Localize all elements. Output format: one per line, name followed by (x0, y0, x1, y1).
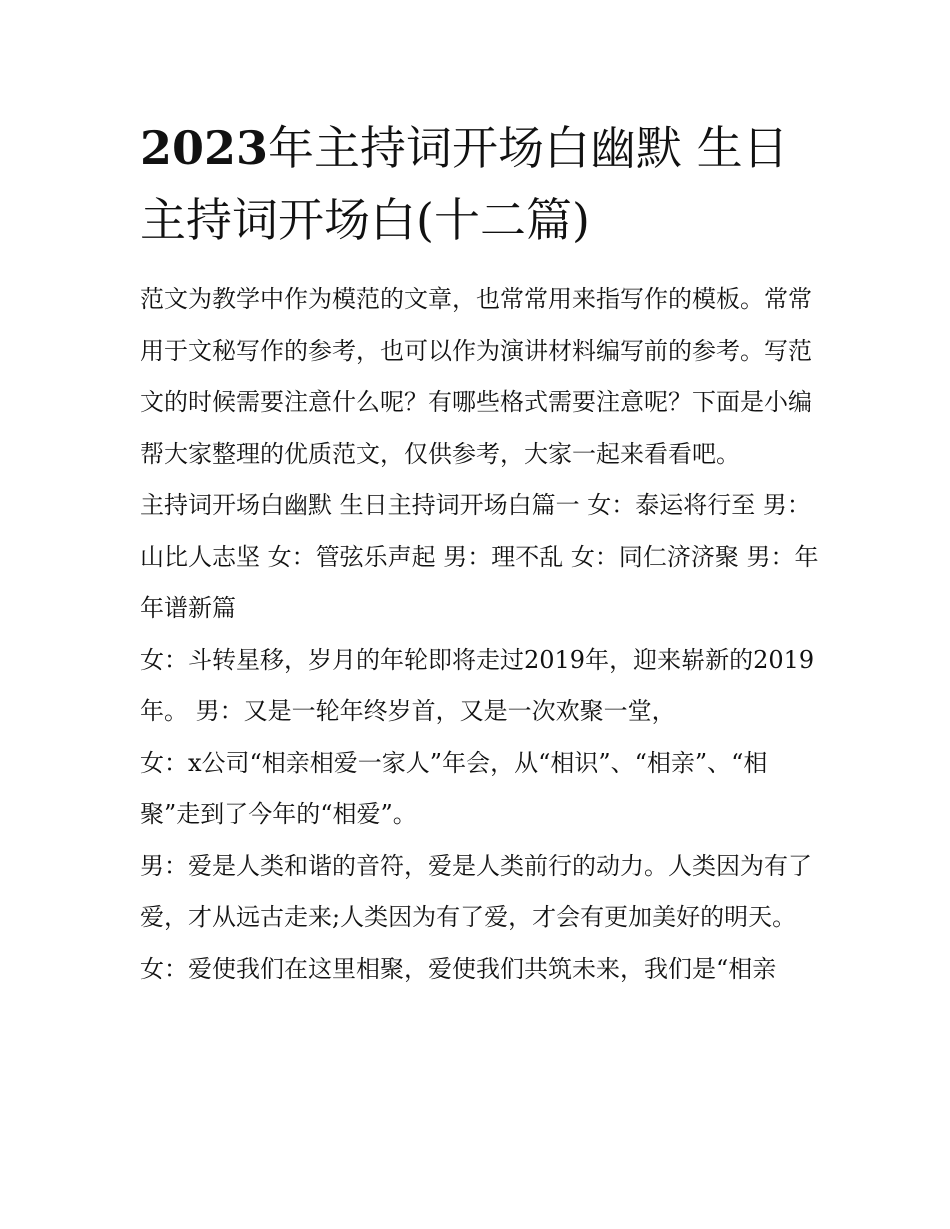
paragraph-dialogue-4: 男：爱是人类和谐的音符，爱是人类前行的动力。人类因为有了爱，才从远古走来;人类因为有了爱，才会有更加美好的明天。 (140, 851, 812, 931)
paragraph-dialogue-2: 女：斗转星移，岁月的年轮即将走过2019年，迎来崭新的2019年。 男：又是一轮年终岁首，又是一次欢聚一堂， (140, 645, 815, 725)
paragraph-opening-dialogue: 主持词开场白幽默 生日主持词开场白篇一 女：泰运将行至 男：山比人志坚 女：管弦乐声起 男：理不乱 女：同仁济济聚 男：年年谱新篇 (140, 491, 819, 622)
paragraph-intro: 范文为教学中作为模范的文章，也常常用来指写作的模板。常常用于文秘写作的参考，也可以作为演讲材料编写前的参考。写范文的时候需要注意什么呢？有哪些格式需要注意呢？下面是小编帮大家整理的优质范文，仅供参考，大家一起来看看吧。 (140, 285, 812, 468)
paragraph-dialogue-3: 女：x公司“相亲相爱一家人”年会，从“相识”、“相亲”、“相聚”走到了今年的“相爱”。 (140, 748, 768, 828)
paragraph-dialogue-5: 女：爱使我们在这里相聚，爱使我们共筑未来，我们是“相亲 (140, 954, 777, 983)
title-text: 年主持词开场白幽默 生日主持词开场白(十二篇) (140, 121, 789, 247)
document-title (140, 112, 820, 256)
title-year: 2023 (140, 121, 269, 175)
document-body (140, 274, 820, 995)
